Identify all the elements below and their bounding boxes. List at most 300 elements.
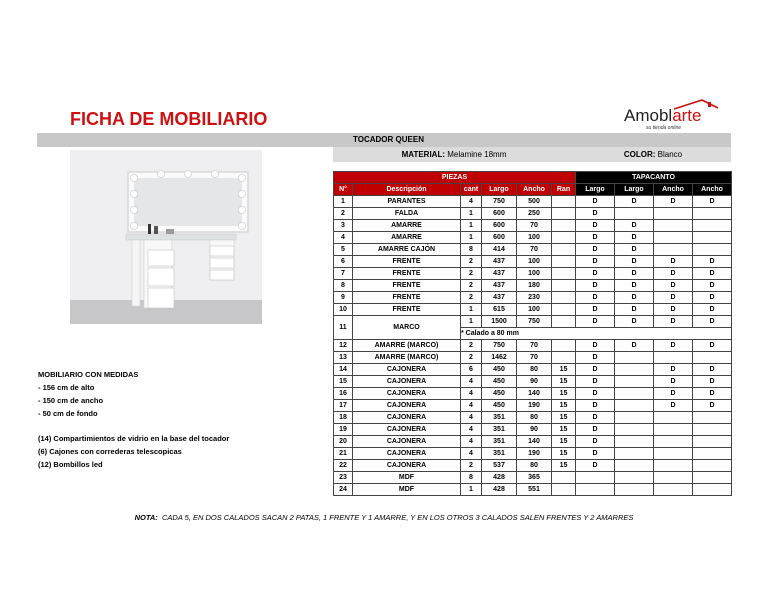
table-cell: 70	[517, 220, 552, 232]
table-cell	[552, 244, 576, 256]
table-cell: 100	[517, 256, 552, 268]
table-cell: 615	[482, 304, 517, 316]
table-cell	[615, 448, 654, 460]
table-cell	[552, 304, 576, 316]
table-cell: 2	[461, 340, 482, 352]
table-cell: D	[615, 220, 654, 232]
table-cell: 2	[461, 460, 482, 472]
table-cell: AMARRE	[353, 220, 461, 232]
table-cell: D	[654, 340, 693, 352]
table-cell: D	[576, 208, 615, 220]
table-cell	[552, 208, 576, 220]
table-cell: D	[654, 316, 693, 328]
table-cell: 15	[552, 376, 576, 388]
table-cell: 450	[482, 400, 517, 412]
table-cell	[654, 220, 693, 232]
table-cell: AMARRE (MARCO)	[353, 340, 461, 352]
table-row	[334, 472, 732, 484]
table-cell: 3	[334, 220, 353, 232]
table-cell: D	[576, 292, 615, 304]
table-cell: 1	[334, 196, 353, 208]
table-cell	[654, 436, 693, 448]
table-cell: D	[576, 436, 615, 448]
footnote	[0, 513, 768, 522]
table-cell: D	[576, 388, 615, 400]
column-header: Descripción	[353, 184, 461, 196]
table-cell: FRENTE	[353, 268, 461, 280]
table-cell: 10	[334, 304, 353, 316]
table-cell	[576, 484, 615, 496]
feature-glass: (14) Compartimientos de vidrio en la base del tocador	[38, 434, 230, 443]
table-cell	[552, 472, 576, 484]
table-column-header	[334, 184, 732, 196]
table-cell: 100	[517, 232, 552, 244]
table-cell	[552, 340, 576, 352]
table-cell: D	[576, 424, 615, 436]
table-cell: AMARRE	[353, 232, 461, 244]
table-cell: 428	[482, 472, 517, 484]
table-cell: 414	[482, 244, 517, 256]
table-cell: D	[576, 316, 615, 328]
table-cell	[693, 412, 732, 424]
table-cell: 18	[334, 412, 353, 424]
table-cell: D	[654, 304, 693, 316]
table-cell	[576, 472, 615, 484]
table-cell	[693, 352, 732, 364]
table-cell: 24	[334, 484, 353, 496]
table-cell	[693, 484, 732, 496]
table-cell: 2	[334, 208, 353, 220]
table-cell	[654, 244, 693, 256]
table-cell: 4	[461, 424, 482, 436]
table-row	[334, 388, 732, 400]
table-cell	[552, 196, 576, 208]
table-cell: 600	[482, 220, 517, 232]
table-cell: 1	[461, 304, 482, 316]
table-cell	[654, 232, 693, 244]
table-row	[334, 268, 732, 280]
table-cell: D	[654, 388, 693, 400]
table-cell: 4	[334, 232, 353, 244]
logo-main-text: Amobl	[624, 106, 673, 125]
table-cell: 80	[517, 460, 552, 472]
table-cell: AMARRE (MARCO)	[353, 352, 461, 364]
table-cell: 551	[517, 484, 552, 496]
table-cell	[693, 448, 732, 460]
table-row	[334, 244, 732, 256]
table-row	[334, 280, 732, 292]
table-cell	[552, 316, 576, 328]
table-cell: 4	[461, 376, 482, 388]
table-cell	[693, 232, 732, 244]
material-cell	[333, 147, 575, 162]
pieces-table	[333, 171, 732, 496]
table-cell: 437	[482, 292, 517, 304]
column-header: Ancho	[654, 184, 693, 196]
column-header: Ancho	[693, 184, 732, 196]
table-cell: 250	[517, 208, 552, 220]
table-cell: D	[576, 268, 615, 280]
table-cell: D	[615, 256, 654, 268]
group-piezas: PIEZAS	[334, 172, 576, 184]
table-cell: 80	[517, 364, 552, 376]
table-cell: CAJONERA	[353, 388, 461, 400]
table-group-header	[334, 172, 732, 184]
table-cell: CAJONERA	[353, 448, 461, 460]
color-label: COLOR:	[623, 150, 656, 159]
table-cell: 4	[461, 196, 482, 208]
table-cell: 1	[461, 232, 482, 244]
table-cell	[615, 460, 654, 472]
table-row	[334, 376, 732, 388]
table-cell	[693, 472, 732, 484]
table-cell	[615, 364, 654, 376]
table-cell: D	[693, 376, 732, 388]
page-title: FICHA DE MOBILIARIO	[70, 109, 268, 129]
table-cell: D	[576, 352, 615, 364]
material-label: MATERIAL:	[401, 150, 446, 159]
table-cell: FRENTE	[353, 292, 461, 304]
table-cell: 1	[461, 316, 482, 328]
table-cell: 90	[517, 424, 552, 436]
column-header: Ran	[552, 184, 576, 196]
table-cell: 8	[461, 244, 482, 256]
table-cell: D	[615, 196, 654, 208]
table-cell: 16	[334, 388, 353, 400]
table-cell: D	[576, 256, 615, 268]
table-cell: 6	[334, 256, 353, 268]
table-cell: 2	[461, 280, 482, 292]
table-cell	[615, 424, 654, 436]
table-cell: 70	[517, 244, 552, 256]
table-cell: CAJONERA	[353, 376, 461, 388]
table-cell	[615, 388, 654, 400]
table-row	[334, 400, 732, 412]
table-cell: D	[576, 448, 615, 460]
table-cell: 437	[482, 268, 517, 280]
column-header: cant	[461, 184, 482, 196]
column-header: Largo	[576, 184, 615, 196]
table-row	[334, 232, 732, 244]
table-cell: CAJONERA	[353, 364, 461, 376]
table-cell	[615, 400, 654, 412]
table-cell: 190	[517, 448, 552, 460]
table-cell: D	[654, 268, 693, 280]
table-cell	[654, 460, 693, 472]
table-cell	[654, 424, 693, 436]
table-cell: 2	[461, 292, 482, 304]
table-cell: 428	[482, 484, 517, 496]
table-cell	[654, 412, 693, 424]
table-cell: 7	[334, 268, 353, 280]
table-cell: D	[615, 316, 654, 328]
table-cell	[654, 448, 693, 460]
table-cell: 9	[334, 292, 353, 304]
table-cell: 1500	[482, 316, 517, 328]
table-cell: 450	[482, 364, 517, 376]
table-cell	[615, 352, 654, 364]
table-cell: 2	[461, 352, 482, 364]
table-cell	[552, 280, 576, 292]
table-cell: FRENTE	[353, 280, 461, 292]
brand-logo	[624, 98, 724, 132]
table-cell: D	[576, 304, 615, 316]
table-cell: MARCO	[353, 316, 461, 340]
table-cell	[615, 376, 654, 388]
table-cell: D	[615, 232, 654, 244]
table-cell: 1	[461, 208, 482, 220]
table-cell	[615, 472, 654, 484]
table-cell: 500	[517, 196, 552, 208]
table-cell: D	[693, 364, 732, 376]
table-cell: FRENTE	[353, 256, 461, 268]
table-cell	[552, 256, 576, 268]
column-header: Largo	[482, 184, 517, 196]
table-row	[334, 352, 732, 364]
table-cell: 351	[482, 412, 517, 424]
table-cell: 351	[482, 436, 517, 448]
table-row	[334, 340, 732, 352]
table-row	[334, 316, 732, 328]
table-row	[334, 460, 732, 472]
table-row	[334, 424, 732, 436]
table-cell	[693, 436, 732, 448]
material-row	[333, 147, 731, 162]
table-cell: CAJONERA	[353, 412, 461, 424]
logo-wordmark	[624, 106, 701, 126]
table-cell	[654, 352, 693, 364]
table-cell: D	[615, 280, 654, 292]
logo-accent-text: arte	[672, 106, 702, 125]
table-cell: 600	[482, 208, 517, 220]
table-cell: CAJONERA	[353, 460, 461, 472]
table-cell: 190	[517, 400, 552, 412]
table-cell: 15	[552, 460, 576, 472]
column-header: Ancho	[517, 184, 552, 196]
table-row	[334, 196, 732, 208]
table-cell: D	[654, 376, 693, 388]
table-row	[334, 220, 732, 232]
table-cell: 90	[517, 376, 552, 388]
table-cell: 15	[552, 364, 576, 376]
table-cell: D	[615, 304, 654, 316]
table-cell: 5	[334, 244, 353, 256]
table-cell: PARANTES	[353, 196, 461, 208]
table-cell: D	[654, 364, 693, 376]
table-row	[334, 448, 732, 460]
table-cell: 80	[517, 412, 552, 424]
table-cell	[552, 220, 576, 232]
table-cell: D	[654, 400, 693, 412]
table-cell: 750	[517, 316, 552, 328]
table-cell: 14	[334, 364, 353, 376]
table-cell: 11	[334, 316, 353, 340]
table-cell: D	[576, 232, 615, 244]
color-cell	[575, 147, 731, 162]
column-header: Largo	[615, 184, 654, 196]
table-cell: 2	[461, 256, 482, 268]
table-cell	[654, 208, 693, 220]
table-cell: 450	[482, 388, 517, 400]
table-cell: 21	[334, 448, 353, 460]
table-cell: 4	[461, 412, 482, 424]
table-row	[334, 412, 732, 424]
table-cell	[615, 436, 654, 448]
product-name: TOCADOR QUEEN	[353, 135, 424, 144]
table-cell: D	[576, 244, 615, 256]
table-cell: D	[693, 268, 732, 280]
table-cell: CAJONERA	[353, 436, 461, 448]
table-cell	[693, 220, 732, 232]
table-cell: 4	[461, 436, 482, 448]
table-cell: FRENTE	[353, 304, 461, 316]
table-row	[334, 292, 732, 304]
material-value: Melamine 18mm	[447, 150, 507, 159]
table-cell: 15	[552, 424, 576, 436]
dim-width: - 150 cm de ancho	[38, 396, 104, 405]
table-cell: 140	[517, 436, 552, 448]
table-cell: D	[654, 196, 693, 208]
table-cell: 15	[334, 376, 353, 388]
table-cell: D	[693, 292, 732, 304]
table-cell: 19	[334, 424, 353, 436]
group-tapacanto: TAPACANTO	[576, 172, 732, 184]
table-cell: 750	[482, 196, 517, 208]
table-cell: FALDA	[353, 208, 461, 220]
table-cell: D	[693, 388, 732, 400]
table-row	[334, 484, 732, 496]
table-cell: 8	[334, 280, 353, 292]
table-cell: 20	[334, 436, 353, 448]
table-cell: 4	[461, 400, 482, 412]
table-cell: D	[576, 196, 615, 208]
table-cell: 8	[461, 472, 482, 484]
table-cell: 537	[482, 460, 517, 472]
table-cell	[654, 472, 693, 484]
table-cell	[552, 232, 576, 244]
table-cell: 70	[517, 340, 552, 352]
table-cell: D	[615, 244, 654, 256]
table-cell: 600	[482, 232, 517, 244]
table-cell: 351	[482, 448, 517, 460]
table-cell	[615, 208, 654, 220]
table-cell	[552, 484, 576, 496]
table-cell: 6	[461, 364, 482, 376]
table-cell: 450	[482, 376, 517, 388]
table-cell: 1	[461, 220, 482, 232]
table-cell	[615, 412, 654, 424]
table-cell: 437	[482, 280, 517, 292]
color-value: Blanco	[657, 150, 683, 159]
table-cell: MDF	[353, 484, 461, 496]
table-cell: D	[615, 340, 654, 352]
table-cell: D	[576, 340, 615, 352]
dim-height: - 156 cm de alto	[38, 383, 95, 392]
product-band	[37, 133, 731, 147]
table-cell	[615, 484, 654, 496]
product-photo	[70, 150, 262, 324]
table-cell: 70	[517, 352, 552, 364]
table-cell: D	[576, 460, 615, 472]
table-cell: 12	[334, 340, 353, 352]
table-cell	[552, 268, 576, 280]
table-cell: D	[576, 412, 615, 424]
table-cell: D	[576, 400, 615, 412]
table-cell: AMARRE CAJÓN	[353, 244, 461, 256]
table-cell: 437	[482, 256, 517, 268]
footnote-text: CADA 5, EN DOS CALADOS SACAN 2 PATAS, 1 FRENTE Y 1 AMARRE, Y EN LOS OTROS 3 CALADOS SALEN FRENTES Y 2 AMARRES	[161, 513, 634, 522]
table-cell	[693, 460, 732, 472]
calado-note: * Calado a 80 mm	[461, 328, 732, 340]
table-cell: 365	[517, 472, 552, 484]
table-cell: 22	[334, 460, 353, 472]
table-cell: D	[576, 220, 615, 232]
table-cell: 4	[461, 388, 482, 400]
table-cell: 100	[517, 268, 552, 280]
table-cell: CAJONERA	[353, 400, 461, 412]
table-cell: 180	[517, 280, 552, 292]
table-cell: D	[693, 196, 732, 208]
pieces-table-body	[334, 172, 732, 496]
table-row	[334, 304, 732, 316]
feature-bulbs: (12) Bombillos led	[38, 460, 103, 469]
table-cell: 351	[482, 424, 517, 436]
table-cell: 140	[517, 388, 552, 400]
table-cell: 15	[552, 400, 576, 412]
table-cell: MDF	[353, 472, 461, 484]
table-cell: 100	[517, 304, 552, 316]
table-cell: 750	[482, 340, 517, 352]
table-cell	[552, 352, 576, 364]
column-header: N°	[334, 184, 353, 196]
table-cell: D	[693, 280, 732, 292]
table-cell: D	[576, 364, 615, 376]
table-cell: 15	[552, 388, 576, 400]
table-row	[334, 364, 732, 376]
table-cell: 15	[552, 436, 576, 448]
table-cell: D	[576, 376, 615, 388]
table-cell: 2	[461, 268, 482, 280]
table-cell	[693, 208, 732, 220]
table-row	[334, 208, 732, 220]
table-cell: D	[654, 292, 693, 304]
table-cell: D	[693, 400, 732, 412]
table-cell: 1	[461, 484, 482, 496]
footnote-label: NOTA:	[134, 513, 158, 522]
table-cell: 4	[461, 448, 482, 460]
table-cell: D	[654, 280, 693, 292]
table-cell: D	[615, 268, 654, 280]
table-cell	[552, 292, 576, 304]
info-heading: MOBILIARIO CON MEDIDAS	[38, 370, 139, 379]
table-cell	[693, 244, 732, 256]
table-cell: D	[693, 340, 732, 352]
dim-depth: - 50 cm de fondo	[38, 409, 98, 418]
table-cell: 23	[334, 472, 353, 484]
logo-tagline: su tienda online	[646, 125, 682, 131]
table-cell: D	[693, 256, 732, 268]
table-cell: D	[693, 304, 732, 316]
table-cell: 230	[517, 292, 552, 304]
table-cell: CAJONERA	[353, 424, 461, 436]
table-cell	[693, 424, 732, 436]
feature-drawers: (6) Cajones con correderas telescopicas	[38, 447, 182, 456]
table-cell: 1462	[482, 352, 517, 364]
table-cell: D	[693, 316, 732, 328]
table-row	[334, 436, 732, 448]
table-cell	[654, 484, 693, 496]
vanity-illustration	[70, 150, 262, 324]
